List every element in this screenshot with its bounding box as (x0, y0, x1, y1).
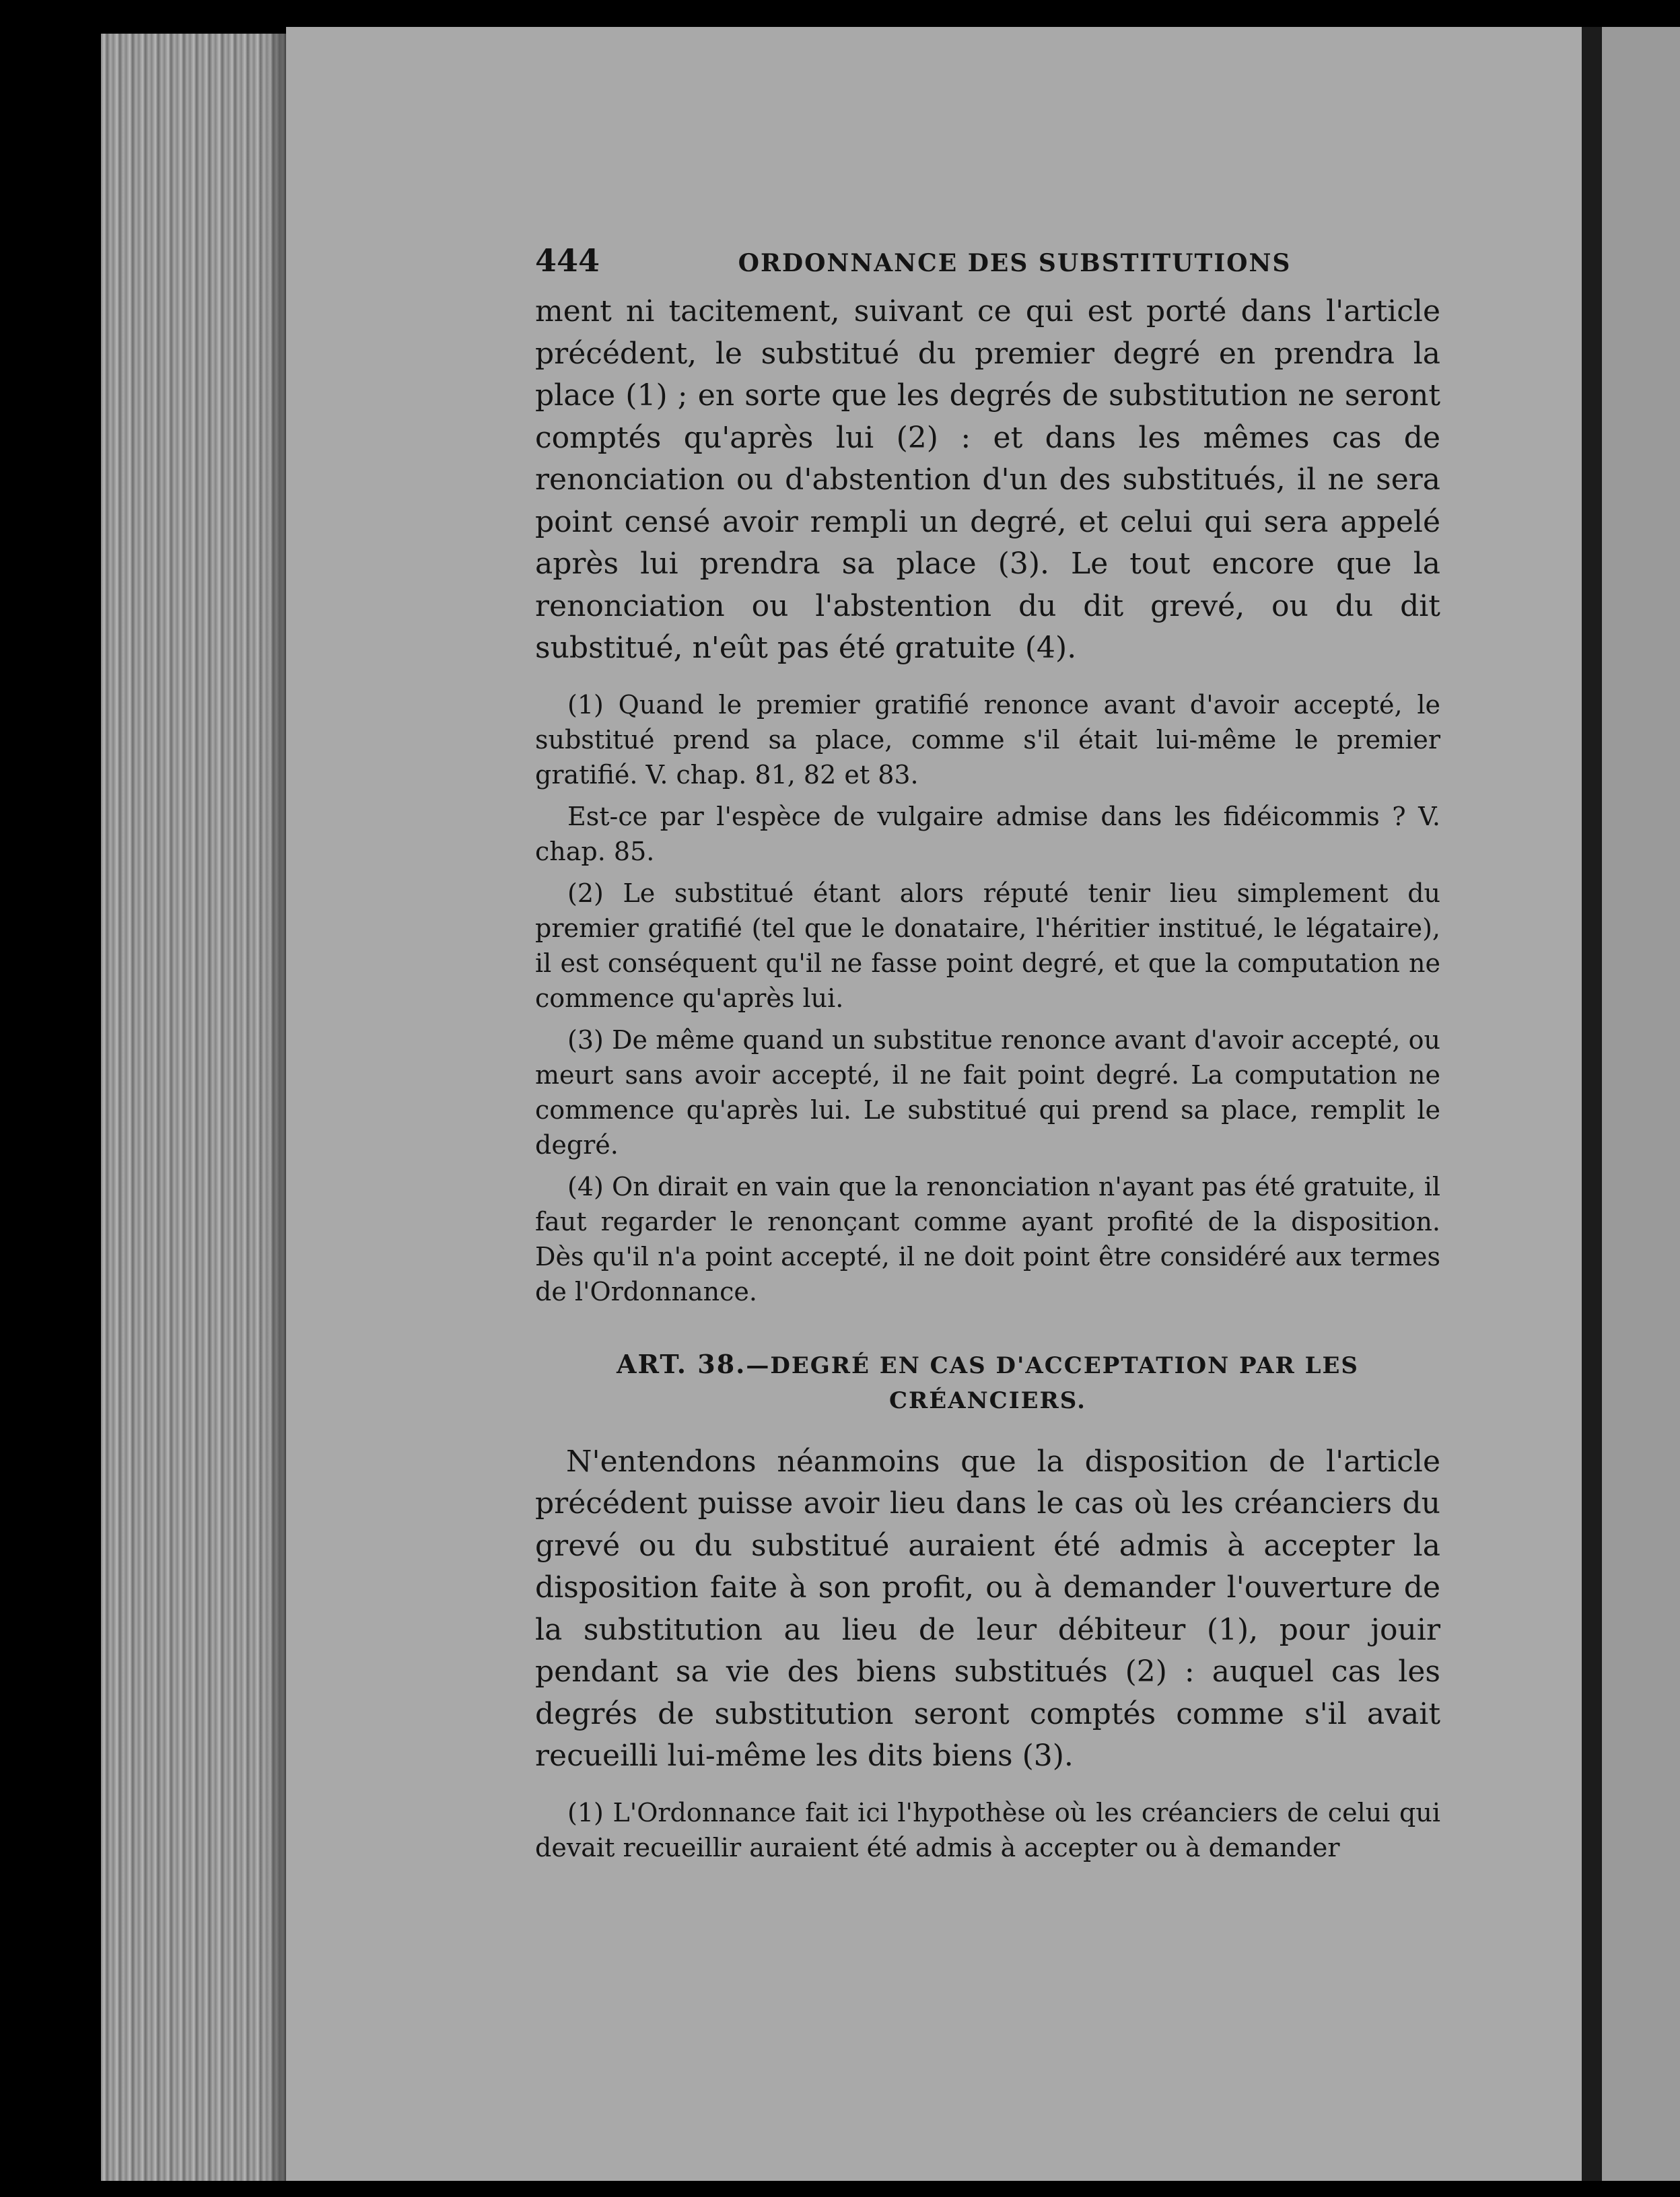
book-gutter (1582, 27, 1602, 2181)
article-footnote-1: (1) L'Ordonnance fait ici l'hypothèse où les créanciers de celui qui devait recueillir auraient été admis à accepter ou à demander (535, 1797, 1440, 1862)
article-footnotes (535, 1795, 1440, 1865)
page-header (535, 242, 1440, 279)
article-heading (535, 1347, 1440, 1418)
running-title: ORDONNANCE DES SUBSTITUTIONS (738, 249, 1292, 277)
facing-page-edge (1602, 27, 1680, 2181)
footnote-1: (1) Quand le premier gratifié renonce avant d'avoir accepté, le substitué prend sa place, comme s'il était lui-même le premier gratifié. V. chap. 81, 82 et 83. (535, 689, 1440, 790)
continuation-paragraph: ment ni tacitement, suivant ce qui est porté dans l'article précédent, le substitué du premier degré en prendra la place (1) ; en sorte que les degrés de substitution ne seront comptés qu'après lui (2) : et dans les mêmes cas de renonciation ou d'abstention d'un des substitués, il ne sera point censé avoir rempli un degré, et celui qui sera appelé après lui prendra sa place (3). Le tout encore que la renonciation ou l'abstention du dit grevé, ou du dit substitué, n'eût pas été gratuite (4). (535, 294, 1440, 665)
footnotes (535, 687, 1440, 1309)
article-body: N'entendons néanmoins que la disposition de l'article précédent puisse avoir lieu dans le cas où les créanciers du grevé ou du substitué auraient été admis à accepter la disposition faite à son profit, ou à demander l'ouverture de la substitution au lieu de leur débiteur (1), pour jouir pendant sa vie des biens substitués (2) : auquel cas les degrés de substitution seront comptés comme s'il avait recueilli lui-même les dits biens (3). (535, 1444, 1440, 1773)
footnote-1-continued: Est-ce par l'espèce de vulgaire admise dans les fidéicommis ? V. chap. 85. (535, 801, 1440, 866)
footnote-2: (2) Le substitué étant alors réputé tenir lieu simplement du premier gratifié (tel que le donataire, l'héritier institué, le légataire), il est conséquent qu'il ne fasse point degré, et que la computation ne commence qu'après lui. (535, 878, 1440, 1013)
page-content (535, 242, 1440, 1872)
article-title-part-2: CRÉANCIERS. (888, 1387, 1086, 1414)
article-title-part-1: —DEGRÉ EN CAS D'ACCEPTATION PAR LES (746, 1352, 1359, 1379)
article-heading-line-1 (535, 1347, 1440, 1383)
page-number: 444 (535, 242, 600, 279)
book-page-edges (101, 34, 293, 2181)
footnote-3: (3) De même quand un substitue renonce avant d'avoir accepté, ou meurt sans avoir accepté, il ne fait point degré. La computation ne commence qu'après lui. Le substitué qui prend sa place, remplit le degré. (535, 1024, 1440, 1160)
footnote-4: (4) On dirait en vain que la renonciation n'ayant pas été gratuite, il faut regarder le renonçant comme ayant profité de la disposition. Dès qu'il n'a point accepté, il ne doit point être considéré aux termes de l'Ordonnance. (535, 1171, 1440, 1306)
article-number: ART. 38. (617, 1348, 746, 1379)
